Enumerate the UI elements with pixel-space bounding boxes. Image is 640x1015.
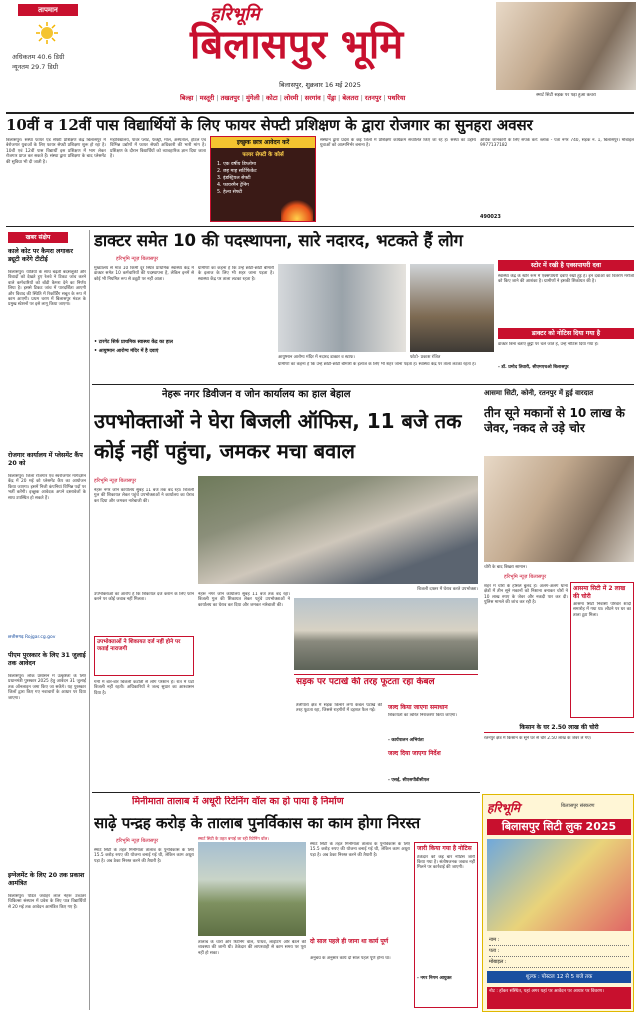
district-item[interactable]: पेंड्रा — [327, 94, 336, 102]
corner-photo — [496, 2, 636, 90]
end-title: जल्द दिया जाएगा निर्देश — [388, 750, 441, 757]
district-sep: | — [195, 94, 198, 102]
dateline: बिलासपुर, शुक्रवार 16 मई 2025 — [279, 81, 361, 89]
doctor-cap1: आयुष्मान आरोग्य मंदिर में नदारद डाक्टर व स्टाफ। — [278, 355, 355, 360]
power-photo-cap: बिजली दफ्तर में घेराव करते उपभोक्ता। — [417, 587, 478, 592]
power-road-photo — [294, 598, 478, 670]
district-item[interactable]: पथरिया — [387, 94, 406, 102]
district-item[interactable]: तखतपुर — [220, 94, 240, 102]
top-story-col2: महाविद्यालय, पावर प्लांट, फैक्ट्री, मॉल, अस्पताल, होटल एवं विभिन्न उद्योगों में फायर सेफ्टी अधिकारी की भारी मांग है। प्रशिक्षण के दौरान विद्यार्थियों को व्यावहारिक ज्ञान दिया जाता है। — [110, 138, 206, 160]
district-sep: | — [216, 94, 219, 102]
district-sep: | — [300, 94, 303, 102]
ad-price: शुल्क : पोस्टल 12 से 5 बजे तक — [487, 971, 631, 983]
theft-box2-title: किसान के घर 2.50 लाख की चोरी — [484, 722, 634, 733]
ad-footer: नोट : हॉकर संस्थित, यहां अगर यहां पर आवेदन पर आधार पर विवरण। — [487, 987, 631, 1009]
power-pull-quote — [94, 636, 194, 676]
power-byline: हरिभूमि न्यूज़ बिलासपुर — [94, 478, 137, 484]
lake-photo — [198, 842, 306, 936]
brand-logo: हरिभूमि — [210, 4, 260, 25]
theft-headline: तीन सूने मकानों से 10 लाख के जेवर, नकद ले उड़े चोर — [484, 406, 625, 435]
district-sep: | — [241, 94, 245, 102]
weather-title: तापमान — [18, 4, 78, 16]
theft-box-body: आसमा सिटी निवासी परिवार शादी समारोह में गया था। लौटने पर घर का ताला टूटा मिला। — [573, 602, 631, 618]
fire-ad-item: 5. हेल्थ सेफ्टी — [217, 190, 243, 195]
brief1-body: बिलासपुर। यात्रियों के साथ बढ़ती बदसलूकी और विवादों को देखते हुए रेलवे ने टिकट जांच करने वाले कर्मचारियों को बॉडी कैमरा देने का निर्णय लिया है। इससे टिकट जांच में पारदर्शिता आएगी और विवाद की स्थिति में रिकॉर्डिंग सबूत के रूप में काम आएगी। प्रथम चरण में बिलासपुर मंडल के प्रमुख स्टेशनों पर इसे लागू किया जाएगा। — [8, 270, 86, 308]
top-story-headline: 10वीं व 12वीं पास विद्यार्थियों के लिए फायर सेफ्टी प्रशिक्षण के द्वारा रोजगार का सुनहरा अवसर — [6, 116, 533, 134]
theft-box — [570, 582, 634, 718]
top-story-col4: अधिक जानकारी के लिए संपर्क करें: ब्लॉक - पता नगर 740, सड़क नं. 1, बिलासपुर। मोबाइल 9977137182 — [480, 138, 634, 149]
brief2-body: बिलासपुर। जिला रोजगार एवं स्वरोजगार मार्गदर्शन केंद्र में 20 मई को प्लेसमेंट कैंप का आयोजन किया जाएगा। इसमें निजी कंपनियां विभिन्न पदों पर भर्ती करेंगी। इच्छुक आवेदक अपने दस्तावेजों के साथ उपस्थित हो सकते हैं। — [8, 474, 86, 501]
rule-4 — [92, 792, 480, 793]
expired-medicine-title: स्टोर में रखी है एक्सपायरी दवा — [498, 260, 634, 271]
district-item[interactable]: बेलतरा — [342, 94, 359, 102]
brief3-body: बिलासपुर। लोक प्रशासन में उत्कृष्टता के लिए प्रधानमंत्री पुरस्कार 2025 हेतु आवेदन 31 जुलाई तक ऑनलाइन जमा किए जा सकेंगे। यह पुरस्कार जिलों द्वारा किए गए नवाचारों के आधार पर दिया जाएगा। — [8, 674, 86, 701]
theft-byline: हरिभूमि न्यूज़ बिलासपुर — [504, 574, 547, 580]
lake-notice-title: जारी किया गया है नोटिस — [417, 845, 472, 852]
ad-form-line[interactable]: नाम : — [489, 935, 629, 946]
doctor-bullet: • टारगेट सिर्फ प्राथमिक स्वास्थ्य केंद्र का हाल — [94, 340, 173, 345]
doctor-body2: ग्रामीणों का कहना है कि उन्हें छोटी-छोटी बीमारी के इलाज के लिए भी शहर जाना पड़ता है। स्वास्थ्य केंद्र पर ताला लटका रहता है। — [198, 266, 274, 282]
cable-body: तेलीपारा क्षेत्र में सड़क किनारे लगा केबल पटाखे की तरह फूटता रहा, जिससे राहगीरों में दहशत फैल गई। — [296, 703, 382, 714]
lake-body2: तालाब के चारों ओर रिटेनिंग वॉल, पाथवे, लाइटिंग और बैठने की व्यवस्था की जानी थी। ठेकेदार की लापरवाही से काम समय पर पूरा नहीं हो सका। — [198, 940, 306, 956]
ad-graphic — [487, 839, 631, 931]
fire-ad-item: 4. फायरमैन ट्रेनिंग — [217, 183, 249, 188]
doctor-photo-2 — [410, 264, 494, 352]
power-cable-box — [294, 674, 478, 788]
doctor-photo-1 — [278, 264, 406, 352]
lake-body1: स्मार्ट सिटी के तहत मिनीमाता तालाब के पुनर्विकास के लिए 15.5 करोड़ रुपए की योजना बनाई गई थी, लेकिन काम अधूरा पड़ा है। अब ठेका निरस्त करने की तैयारी है। — [94, 848, 194, 864]
district-item[interactable]: मुंगेली — [246, 94, 260, 102]
city-title: बिलासपुर भूमि — [190, 22, 404, 68]
top-story-col1: बिलासपुर। संस्था फायर एंड सेफ्टी प्रशिक्षण केंद्र बिलासपुर में बेरोजगार युवाओं के लिए फायर सेफ्टी प्रशिक्षण शुरू हो रहा है। 10वीं एवं 12वीं पास विद्यार्थी इस प्रशिक्षण में भाग लेकर रोजगार प्राप्त कर सकते हैं। संस्था द्वारा प्रशिक्षण के बाद प्लेसमेंट की सुविधा भी दी जाती है। — [6, 138, 106, 165]
left-column — [6, 230, 90, 1010]
district-bar — [180, 92, 470, 104]
city-look-ad — [482, 794, 634, 1012]
district-sep: | — [338, 94, 341, 102]
lake-photo-cap: स्मार्ट सिटी के तहत बनाई जा रही रिटेनिंग वॉल। — [198, 836, 269, 841]
lake-sub-body: अनुबंध के अनुसार कार्य दो साल पहले पूर्ण होना था। — [310, 956, 391, 961]
fix-sign: - कार्यपालन अभियंता — [388, 738, 424, 743]
district-item[interactable]: लोरमी — [284, 94, 299, 102]
fire-ad-item: 3. इंडस्ट्रियल सेफ्टी — [217, 176, 251, 181]
masthead — [0, 0, 640, 118]
doctor-bullets — [94, 340, 194, 358]
lake-notice-sign: - नगर निगम आयुक्त — [417, 975, 452, 981]
lake-byline: हरिभूमि न्यूज़ बिलासपुर — [116, 838, 159, 844]
district-sep: | — [261, 94, 265, 102]
power-headline: उपभोक्ताओं ने घेरा बिजली ऑफिस, 11 बजे तक कोई नहीं पहुंचा, जमकर मचा बवाल — [94, 409, 462, 463]
district-sep: | — [279, 94, 283, 102]
doctor-body3: ग्रामीणों का कहना है कि उन्हें छोटी-छोटी बीमारी के इलाज के लिए भी शहर जाना पड़ता है। स्वास्थ्य केंद्र पर ताला लटका रहता है। — [278, 362, 477, 367]
lake-notice-body: ठेकेदार को कई बार नोटिस जारी किया गया है। संतोषजनक जवाब नहीं मिलने पर कार्रवाई की जाएगी। — [417, 854, 475, 871]
brief4-title: इग्नेलमेंट के लिए 20 तक प्रकाश आमंत्रित — [8, 872, 85, 887]
theft-body: शहर में चोरों के हौसले बुलंद हैं। अलग-अलग थाना क्षेत्रों में तीन सूने मकानों को निशाना बनाकर चोरों ने 10 लाख रुपए के जेवर और नकदी पार कर दी। पुलिस मामले की जांच कर रही है। — [484, 584, 568, 606]
doctor-cap2: फोटो- प्रकाश रंजित — [410, 355, 441, 360]
ad-tagline: बिलासपुर संस्करण — [561, 803, 595, 809]
theft-photo-cap: चोरी के बाद बिखरा सामान। — [484, 565, 527, 570]
theft-photo — [484, 456, 634, 562]
district-item[interactable]: बिल्हा — [180, 94, 194, 102]
doctor-notice-sign: - डॉ. प्रमोद तिवारी, सीएमएचओ बिलासपुर — [498, 365, 569, 370]
top-story-pin: 490023 — [480, 214, 501, 220]
district-sep: | — [360, 94, 363, 102]
lake-story — [92, 794, 478, 1012]
ad-brand: हरिभूमि — [487, 801, 521, 815]
doctor-story — [92, 230, 634, 380]
brief4-body: बिलासपुर। पंडित जवाहर लाल नेहरू उच्चतर चिकित्सा संस्थान में प्रवेश के लिए पात्र विद्यार्थियों से 20 मई तक आवेदन आमंत्रित किए गए हैं। — [8, 894, 86, 910]
doctor-bullet: • आयुष्मान आरोग्य मंदिर में है दवाएं — [94, 349, 159, 354]
theft-box-title: आसमा सिटी में 2 लाख की चोरी — [573, 585, 626, 600]
brief2-link[interactable]: छत्तीसगढ़ Rojgar.cg.gov — [8, 635, 56, 640]
power-body1: नेहरू नगर जोन कार्यालय सुबह 11 बजे तक बंद रहा। बिजली गुल की शिकायत लेकर पहुंचे उपभोक्ताओं ने कार्यालय का घेराव कर दिया और जमकर नारेबाजी की। — [94, 488, 194, 504]
corner-caption: स्मार्ट सिटी सड़क पर पड़ा हुआ कचरा — [536, 93, 596, 98]
rule-3 — [92, 384, 634, 385]
doctor-byline: हरिभूमि न्यूज़ बिलासपुर — [116, 256, 159, 262]
brief3-title: पीएम पुरस्कार के लिए 31 जुलाई तक आवेदन — [8, 652, 86, 667]
doctor-headline: डाक्टर समेत 10 की पदस्थापना, सारे नदारद, भटकते हैं लोग — [94, 231, 463, 250]
top-story-col3: संस्थान द्वारा प्रदेश के कई जिलों में प्रशिक्षण कार्यक्रम संचालित किए जा रहे हैं। संस्था का उद्देश्य युवाओं को आत्मनिर्भर बनाना है। — [320, 138, 476, 149]
power-body3: गर्मी में बार-बार बिजली कटौती से लोग परेशान हैं। रात में घंटों बिजली नहीं रहती। अधिकारियों ने जल्द सुधार का आश्वासन दिया है। — [94, 680, 194, 696]
fire-ad-box — [210, 136, 316, 222]
sun-icon — [36, 22, 58, 44]
brief2-title: रोजगार कार्यालय में प्लेसमेंट कैंप 20 को — [8, 452, 83, 467]
theft-kicker: आसमा सिटी, कोनी, रतनपुर में हुई वारदात — [484, 388, 594, 397]
district-item[interactable]: मस्तूरी — [199, 94, 215, 102]
fire-ad-item: 2. छह माह सर्टिफिकेट — [217, 169, 257, 174]
doctor-notice-body: डाक्टर बिना बताए छुट्टी पर चले जाते हैं, उन्हें नोटिस दिया गया है। — [498, 342, 599, 347]
power-kicker: नेहरू नगर डिवीजन व जोन कार्यालय का हाल बेहाल — [162, 389, 351, 400]
temp-max: अधिकतम 40.6 डिग्री — [12, 53, 65, 61]
rule-2 — [6, 226, 634, 227]
ad-form-line[interactable]: मोबाइल : — [489, 957, 629, 968]
district-item[interactable]: रतनपुर — [364, 94, 382, 102]
fix-body: शिकायतों का त्वरित निराकरण किया जाएगा। — [388, 713, 457, 718]
district-sep: | — [322, 94, 326, 102]
temp-min: न्यूनतम 29.7 डिग्री — [12, 63, 59, 71]
briefs-tag: खबर संक्षेप — [8, 232, 68, 243]
masthead-rule — [6, 112, 634, 114]
fire-ad-title: इच्छुक छात्र आवेदन करें — [211, 137, 315, 148]
fix-title: जल्द किया जाएगा समाधान — [388, 704, 448, 711]
power-protest-photo — [198, 476, 478, 584]
ad-form-line[interactable]: पता : — [489, 946, 629, 957]
ad-title: बिलासपुर सिटी लुक 2025 — [487, 819, 631, 835]
ad-form — [489, 935, 629, 968]
lake-headline: साढ़े पन्द्रह करोड़ के तालाब पुनर्विकास का काम होगा निरस्त — [94, 814, 421, 832]
fire-ad-item: 1. एक वर्षीय डिप्लोमा — [217, 162, 256, 167]
lake-body3: स्मार्ट सिटी के तहत मिनीमाता तालाब के पुनर्विकास के लिए 15.5 करोड़ रुपए की योजना बनाई गई थी, लेकिन काम अधूरा पड़ा है। अब ठेका निरस्त करने की तैयारी है। — [310, 842, 410, 858]
doctor-notice-title: डाक्टर को नोटिस दिया गया है — [498, 328, 634, 339]
brief1-title: काले कोट पर कैमरा लगाकर ड्यूटी करेंगे टीटीई — [8, 248, 73, 263]
expired-medicine-body: स्वास्थ्य केंद्र के स्टोर रूम में एक्सपायरी दवाएं रखी हुई हैं। इन दवाओं का वितरण मरीजों को किए जाने की आशंका है। ग्रामीणों ने इसकी शिकायत की है। — [498, 274, 634, 285]
lake-sub-title: दो साल पहले ही जाना था कार्य पूर्ण — [310, 938, 389, 945]
fire-ad-list — [217, 161, 313, 196]
flame-graphic — [281, 197, 313, 221]
lake-notice — [414, 842, 478, 1008]
theft-story — [482, 386, 634, 790]
power-story — [92, 386, 480, 790]
lake-kicker: मिनीमाता तालाब में अधूरी रिटेनिंग वॉल का हो पाया है निर्माण — [132, 796, 344, 807]
theft-box2-body: रतनपुर क्षेत्र में किसान के सूने घर से चोर 2.50 लाख के जेवर ले गए। — [484, 736, 592, 741]
fire-ad-sub: फायर सेफ्टी के कोर्स — [242, 152, 284, 158]
power-body2: उपभोक्ताओं का आरोप है कि शिकायत दर्ज कराने के लिए फोन करने पर कोई जवाब नहीं मिलता। — [94, 592, 194, 603]
district-item[interactable]: कोटा — [266, 94, 278, 102]
top-story — [6, 116, 634, 224]
doctor-body1: मुख्यालय से मात्र 10 किमी दूर स्थित प्राथमिक स्वास्थ्य केंद्र में डाक्टर समेत 10 कर्मचारियों की पदस्थापना है, लेकिन इनमें से कोई भी नियमित रूप से ड्यूटी पर नहीं आता। — [94, 266, 194, 282]
district-item[interactable]: सरगांव — [304, 94, 321, 102]
power-pull-text: उपभोक्ताओं ने शिकायत दर्ज नहीं होने पर जताई नाराजगी — [97, 639, 181, 652]
district-sep: | — [383, 94, 386, 102]
power-body4: नेहरू नगर जोन कार्यालय सुबह 11 बजे तक बंद रहा। बिजली गुल की शिकायत लेकर पहुंचे उपभोक्ताओं ने कार्यालय का घेराव कर दिया और जमकर नारेबाजी की। — [198, 592, 290, 608]
end-sign: - एसई, सीएसपीडीसीएल — [388, 778, 430, 783]
cable-title: सड़क पर पटाखे की तरह फूटता रहा केबल — [296, 677, 435, 687]
